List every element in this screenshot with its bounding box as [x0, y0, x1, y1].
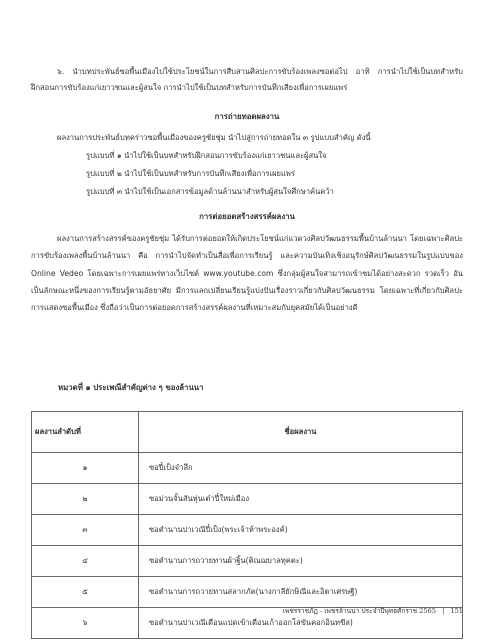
table-row [32, 484, 463, 515]
row-name: ซอตำนานการถวายทานสลากภัต(นางกาลียักษิณีและอิตาเศรษฐี) [139, 577, 463, 608]
page-footer [283, 606, 463, 616]
col-index-header: ผลงานลำดับที่ [32, 412, 139, 453]
row-index: ๔ [32, 546, 139, 577]
row-index: ๕ [32, 577, 139, 608]
row-index: ๓ [32, 515, 139, 546]
transfer-item-3: รูปแบบที่ ๓ นำไปใช้เป็นเอกสารข้อมูลด้านล้านนาสำหรับผู้สนใจศึกษาค้นคว้า [86, 187, 334, 196]
row-index: ๒ [32, 484, 139, 515]
transfer-lead: ผลงานการประพันธ์บทคร่าวซอพื้นเมืองของครูชัยชุ่ม นำไปสู่การถ่ายทอดใน ๓ รูปแบบสำคัญ ดังนี้ [57, 133, 371, 142]
transfer-item-1: รูปแบบที่ ๑ นำไปใช้เป็นบทสำหรับฝึกสอนการขับร้องแก่เยาวชนและผู้สนใจ [86, 151, 327, 160]
transfer-item-2: รูปแบบที่ ๒ นำไปใช้เป็นบทสำหรับการบันทึกเสียงเพื่อการเผยแพร่ [86, 169, 295, 178]
table-header-row [32, 412, 463, 453]
row-name: ซอตำนานการถวายทานผ้าฐิ้น(ติณฌบาลทุคตะ) [139, 546, 463, 577]
row-index: ๑ [32, 453, 139, 484]
page-number: 151 [450, 607, 463, 615]
footer-separator: | [442, 607, 445, 615]
row-index: ๖ [32, 608, 139, 639]
transfer-heading: การถ่ายทอดผลงาน [214, 112, 280, 121]
intro-paragraph: ๖. นำบทประพันธ์ซอพื้นเมืองไปใช้ประโยชน์ในการสืบสานศิลปะการขับร้องเพลงซอต่อไป อาทิ การนำไปใช้เป็นบทสำหรับฝึกสอนการขับร้องแก่เยาวชนและผู้สนใจ การนำไปใช้เป็นบทสำหรับการบันทึกเสียงเพื่อการเผยแพร่ [31, 67, 463, 92]
extension-paragraph: ผลงานการสร้างสรรค์ของครูชัยชุ่ม ได้รับการต่อยอดให้เกิดประโยชน์แก่แวดวงศิลปวัฒนธรรมพื้นบ้านล้านนา โดยเฉพาะศิลปะการขับร้องเพลงพื้นบ้านล้านนา คือ การนำไปจัดทำเป็นสื่อเพื่อการเรียนรู้ และความบันเทิงเชิงอนุรักษ์ศิลปวัฒนธรรมในรูปแบบของ Online Vedeo โดยเฉพาะการเผยแพร่ทางเว็บไซต์ www.youtube.com ซึ่งกลุ่มผู้สนใจสามารถเข้าชมได้อย่างสะดวก รวดเร็ว อันเป็นลักษณะหนึ่งของการเรียนรู้ตามอัธยาศัย มีการแลกเปลี่ยนเรียนรู้แบ่งปันเรื่องราวเกี่ยวกับศิลปวัฒนธรรม โดยเฉพาะที่เกี่ยวกับศิลปะการแสดงซอพื้นเมือง ซึ่งถือว่าเป็นการต่อยอดการสร้างสรรค์ผลงานที่เหมาะสมกับยุคสมัยได้เป็นอย่างดี [31, 234, 463, 313]
category-heading: หมวดที่ ๑ ประเพณีสำคัญต่าง ๆ ของล้านนา [58, 383, 204, 392]
footer-title: เพชรราชภัฏ - เพชรล้านนา ประจำปีพุทธศักราช 2565 [282, 607, 436, 615]
row-name: ซอตำนานปาเวณีเดือนแปดเข้าเดือนเก้าออกโสขันคอกอินทขีล) [139, 608, 463, 639]
works-table [31, 411, 463, 639]
table-row [32, 453, 463, 484]
table-row [32, 515, 463, 546]
extension-heading: การต่อยอดสร้างสรรค์ผลงาน [199, 212, 295, 221]
col-name-header: ชื่อผลงาน [139, 412, 463, 453]
table-row [32, 546, 463, 577]
row-name: ซอปี๋เป็งจ๋าลึก [139, 453, 463, 484]
table-row [32, 577, 463, 608]
row-name: ซอตำนานปาเวณีปี๋เป็ง(พระเจ้าห้าพระองค์) [139, 515, 463, 546]
row-name: ซอม่วนจั้นสันหุ่นเต๋าปี๋ใหม่เมือง [139, 484, 463, 515]
